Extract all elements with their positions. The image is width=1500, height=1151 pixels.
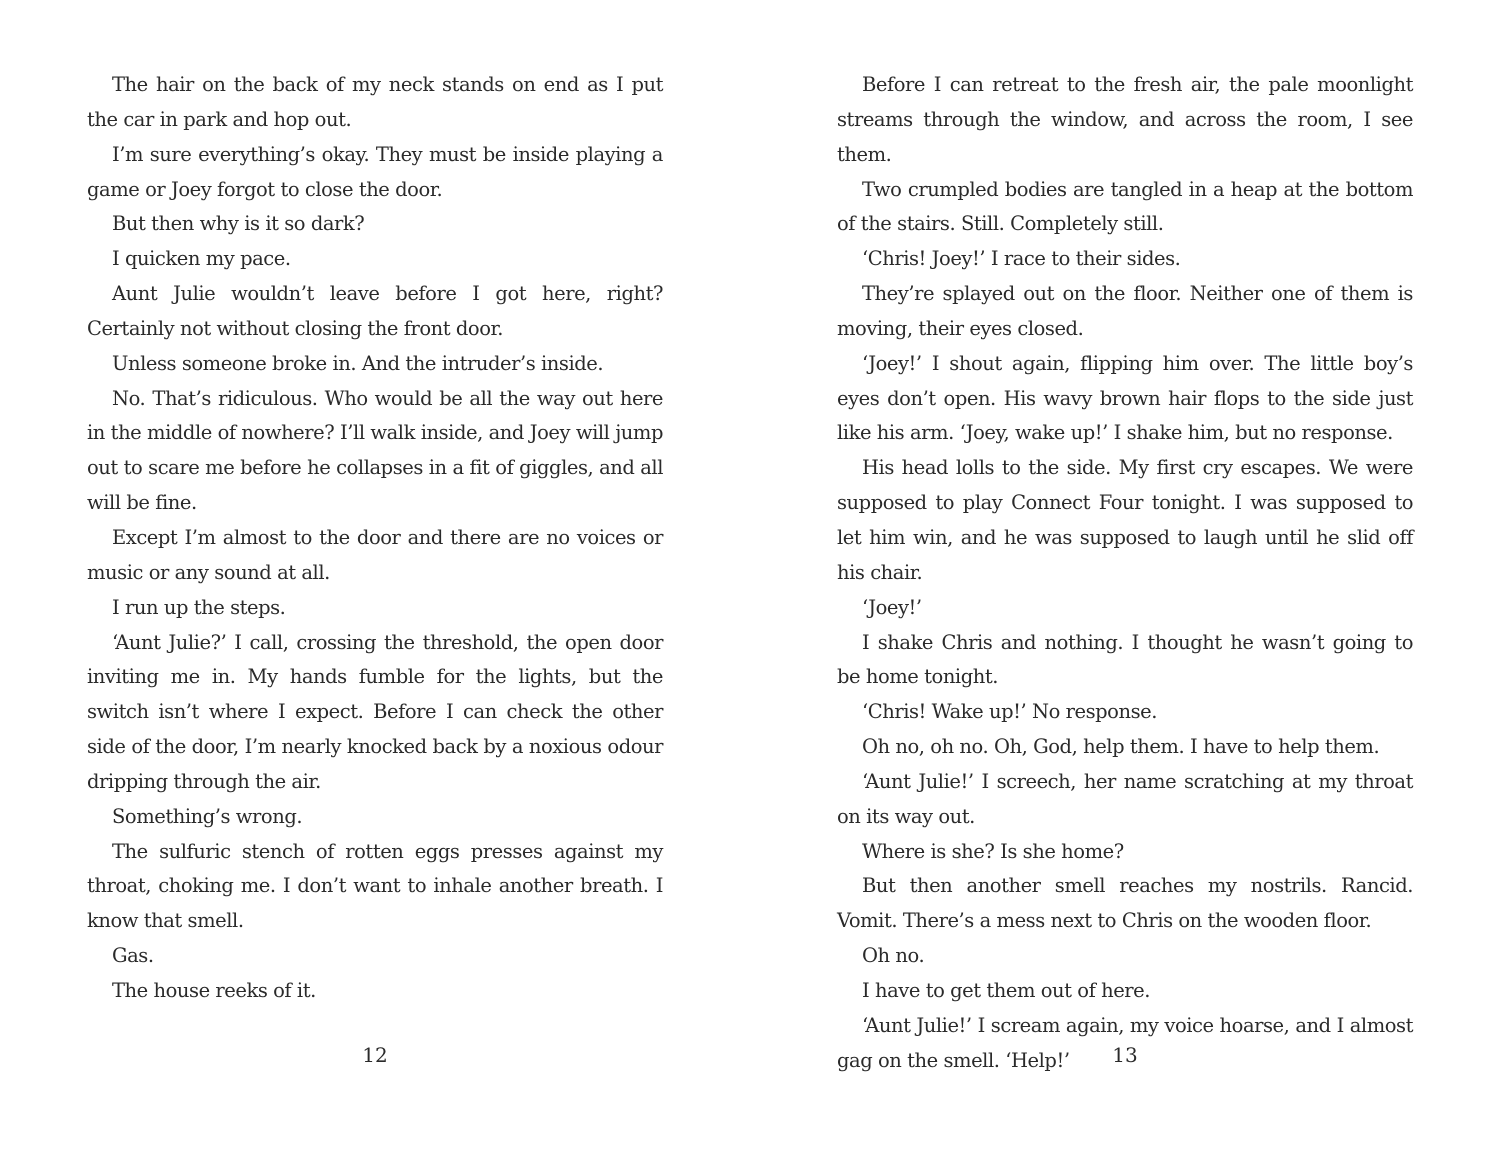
paragraph: The hair on the back of my neck stands on end as I put the car in park and hop out.: [87, 73, 663, 131]
paragraph: ‘Aunt Julie!’ I scream again, my voice hoarse, and I almost gag on the smell. ‘Help!’: [837, 1013, 1413, 1072]
paragraph: I have to get them out of here.: [862, 978, 1150, 1002]
paragraph: The sulfuric stench of rotten eggs presses against my throat, choking me. I don’t want to inhale another breath. I know that smell.: [87, 839, 663, 933]
paragraph: I run up the steps.: [112, 595, 286, 619]
paragraph: ‘Aunt Julie!’ I screech, her name scratching at my throat on its way out.: [837, 769, 1413, 828]
paragraph: Something’s wrong.: [112, 804, 303, 828]
paragraph: No. That’s ridiculous. Who would be all the way out here in the middle of nowhere? I’ll walk inside, and Joey will jump out to scare me before he collapses in a fit of giggles, and all will be fine.: [87, 386, 663, 515]
paragraph: Unless someone broke in. And the intruder’s inside.: [112, 351, 604, 375]
paragraph: ‘Chris! Joey!’ I race to their sides.: [862, 247, 1181, 271]
paragraph: ‘Joey!’: [862, 595, 922, 619]
page-number-right: 13: [1112, 1043, 1138, 1067]
paragraph: But then another smell reaches my nostrils. Rancid. Vomit. There’s a mess next to Chris on the wooden floor.: [837, 874, 1413, 933]
paragraph: Oh no, oh no. Oh, God, help them. I have to help them.: [862, 735, 1380, 759]
left-page: [87, 68, 663, 1028]
page-number-left: 12: [362, 1043, 388, 1067]
paragraph: I quicken my pace.: [112, 247, 291, 271]
paragraph: Before I can retreat to the fresh air, the pale moonlight streams through the window, and across the room, I see them.: [837, 73, 1413, 166]
paragraph: Gas.: [112, 944, 154, 968]
paragraph: Oh no.: [862, 944, 925, 968]
paragraph: Two crumpled bodies are tangled in a heap at the bottom of the stairs. Still. Completely still.: [837, 177, 1413, 236]
paragraph: I shake Chris and nothing. I thought he wasn’t going to be home tonight.: [837, 630, 1413, 689]
paragraph: The house reeks of it.: [112, 978, 316, 1002]
paragraph: Except I’m almost to the door and there are no voices or music or any sound at all.: [87, 525, 663, 584]
paragraph: His head lolls to the side. My first cry escapes. We were supposed to play Connect Four tonight. I was supposed to let him win, and he was supposed to laugh until he slid off his chair.: [837, 456, 1413, 584]
paragraph: ‘Chris! Wake up!’ No response.: [862, 700, 1157, 724]
paragraph: But then why is it so dark?: [112, 212, 365, 236]
paragraph: ‘Joey!’ I shout again, flipping him over. The little boy’s eyes don’t open. His wavy brown hair flops to the side just like his arm. ‘Joey, wake up!’ I shake him, but no response.: [837, 351, 1413, 445]
paragraph: ‘Aunt Julie?’ I call, crossing the threshold, the open door inviting me in. My hands fumble for the lights, but the switch isn’t where I expect. Before I can check the other side of the door, I’m nearly knocked back by a noxious odour dripping through the air.: [87, 630, 663, 793]
paragraph: Where is she? Is she home?: [862, 839, 1124, 863]
paragraph: Aunt Julie wouldn’t leave before I got here, right? Certainly not without closing the front door.: [87, 282, 663, 340]
paragraph: They’re splayed out on the floor. Neither one of them is moving, their eyes closed.: [837, 282, 1413, 340]
paragraph: I’m sure everything’s okay. They must be inside playing a game or Joey forgot to close the door.: [87, 142, 663, 201]
